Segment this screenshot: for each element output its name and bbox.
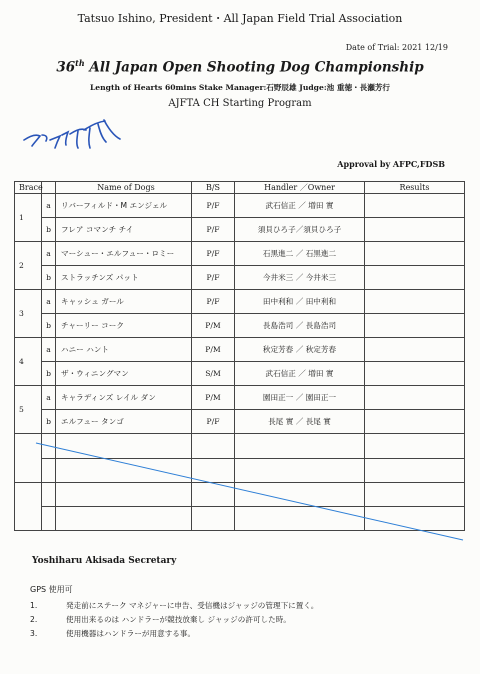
result-cell bbox=[365, 266, 465, 290]
dog-name: キャッシュ ガール bbox=[56, 290, 192, 314]
program-title: AJFTA CH Starting Program bbox=[168, 98, 312, 109]
handler-owner: 長島浩司 ／ 長島浩司 bbox=[235, 314, 365, 338]
title-text: All Japan Open Shooting Dog Championship bbox=[84, 59, 424, 76]
dog-slot: b bbox=[42, 314, 56, 338]
rule-item bbox=[30, 614, 291, 625]
rule-number: 2. bbox=[30, 615, 38, 624]
rule-text: 使用機器はハンドラーが用意する事。 bbox=[66, 629, 196, 638]
table-row bbox=[15, 362, 465, 386]
table-row bbox=[15, 338, 465, 362]
rule-number: 1. bbox=[30, 601, 38, 610]
breed-sex: P/F bbox=[192, 290, 235, 314]
handler-owner: 今井米三 ／ 今井米三 bbox=[235, 266, 365, 290]
table-row bbox=[15, 266, 465, 290]
dog-slot: b bbox=[42, 266, 56, 290]
handler-owner: 武石信正 ／ 増田 實 bbox=[235, 362, 365, 386]
empty-row bbox=[15, 434, 465, 459]
table-row bbox=[15, 386, 465, 410]
handler-owner: 田中利和 ／ 田中利和 bbox=[235, 290, 365, 314]
breed-sex: P/F bbox=[192, 194, 235, 218]
gps-note: GPS 使用可 bbox=[30, 585, 73, 594]
col-handler: Handler ／Owner bbox=[235, 182, 365, 194]
dog-name: ザ・ウィニングマン bbox=[56, 362, 192, 386]
breed-sex: S/M bbox=[192, 362, 235, 386]
secretary-name: Yoshiharu Akisada Secretary bbox=[32, 556, 177, 566]
dog-name: チャーリー コーク bbox=[56, 314, 192, 338]
table-row bbox=[15, 290, 465, 314]
signature-image bbox=[20, 118, 130, 163]
result-cell bbox=[365, 338, 465, 362]
brace-number: 5 bbox=[15, 386, 42, 434]
approval-note: Approval by AFPC,FDSB bbox=[337, 159, 445, 169]
result-cell bbox=[365, 290, 465, 314]
table-row bbox=[15, 218, 465, 242]
table-row bbox=[15, 410, 465, 434]
title-ordinal: th bbox=[75, 58, 85, 68]
brace-number: 1 bbox=[15, 194, 42, 242]
brace-number: 4 bbox=[15, 338, 42, 386]
table-header-row bbox=[15, 182, 465, 194]
handler-owner: 園田正一 ／ 園田正一 bbox=[235, 386, 365, 410]
dog-name: キャラディンズ レイル ダン bbox=[56, 386, 192, 410]
empty-row bbox=[15, 507, 465, 531]
empty-row bbox=[15, 483, 465, 507]
dog-name: フレア コマンチ チイ bbox=[56, 218, 192, 242]
rule-number: 3. bbox=[30, 629, 38, 638]
breed-sex: P/M bbox=[192, 338, 235, 362]
col-dogs: Name of Dogs bbox=[56, 182, 192, 194]
result-cell bbox=[365, 386, 465, 410]
stake-info: Length of Hearts 60mins Stake Manager:石野辰雄 Judge:池 重徳・長瀬芳行 bbox=[89, 83, 391, 92]
breed-sex: P/F bbox=[192, 266, 235, 290]
result-cell bbox=[365, 362, 465, 386]
rule-item bbox=[30, 600, 318, 611]
trial-date: Date of Trial: 2021 12/19 bbox=[345, 43, 448, 52]
dog-name: ストラッチンズ パット bbox=[56, 266, 192, 290]
col-brace: Brace bbox=[15, 182, 42, 194]
breed-sex: P/F bbox=[192, 410, 235, 434]
brace-number: 3 bbox=[15, 290, 42, 338]
breed-sex: P/M bbox=[192, 386, 235, 410]
dog-name: エルフュー タンゴ bbox=[56, 410, 192, 434]
dog-slot: a bbox=[42, 242, 56, 266]
association-header: Tatsuo Ishino, President・All Japan Field Trial Association bbox=[77, 12, 403, 25]
dog-slot: a bbox=[42, 290, 56, 314]
handler-owner: 武石信正 ／ 増田 實 bbox=[235, 194, 365, 218]
title-number: 36 bbox=[56, 59, 76, 76]
dog-slot: a bbox=[42, 386, 56, 410]
table-row bbox=[15, 314, 465, 338]
championship-title bbox=[0, 58, 480, 76]
result-cell bbox=[365, 194, 465, 218]
handler-owner: 秋定芳春 ／ 秋定芳春 bbox=[235, 338, 365, 362]
table-row bbox=[15, 242, 465, 266]
handler-owner: 石黒進二 ／ 石黒進二 bbox=[235, 242, 365, 266]
empty-row bbox=[15, 458, 465, 483]
result-cell bbox=[365, 218, 465, 242]
dog-name: マーシュー・エルフュー・ロミー bbox=[56, 242, 192, 266]
result-cell bbox=[365, 314, 465, 338]
dog-slot: b bbox=[42, 410, 56, 434]
rule-text: 発走前にステーク マネジャーに申告、受信機はジャッジの管理下に置く。 bbox=[66, 601, 319, 610]
breed-sex: P/F bbox=[192, 242, 235, 266]
dog-name: ハニー ハント bbox=[56, 338, 192, 362]
col-results: Results bbox=[365, 182, 465, 194]
result-cell bbox=[365, 410, 465, 434]
col-bs: B/S bbox=[192, 182, 235, 194]
rule-item bbox=[30, 628, 195, 639]
starting-program-table bbox=[14, 181, 465, 531]
dog-slot: b bbox=[42, 362, 56, 386]
dog-name: リバーフィルド・M エンジェル bbox=[56, 194, 192, 218]
dog-slot: a bbox=[42, 338, 56, 362]
handler-owner: 長尾 實 ／ 長尾 實 bbox=[235, 410, 365, 434]
result-cell bbox=[365, 242, 465, 266]
table-row bbox=[15, 194, 465, 218]
brace-number: 2 bbox=[15, 242, 42, 290]
brace-rows bbox=[15, 194, 465, 434]
dog-slot: b bbox=[42, 218, 56, 242]
col-ab bbox=[42, 182, 56, 194]
handler-owner: 須貝ひろ子／須貝ひろ子 bbox=[235, 218, 365, 242]
breed-sex: P/F bbox=[192, 218, 235, 242]
rule-text: 使用出来るのは ハンドラーが競技放棄し ジャッジの許可した時。 bbox=[66, 615, 291, 624]
breed-sex: P/M bbox=[192, 314, 235, 338]
dog-slot: a bbox=[42, 194, 56, 218]
